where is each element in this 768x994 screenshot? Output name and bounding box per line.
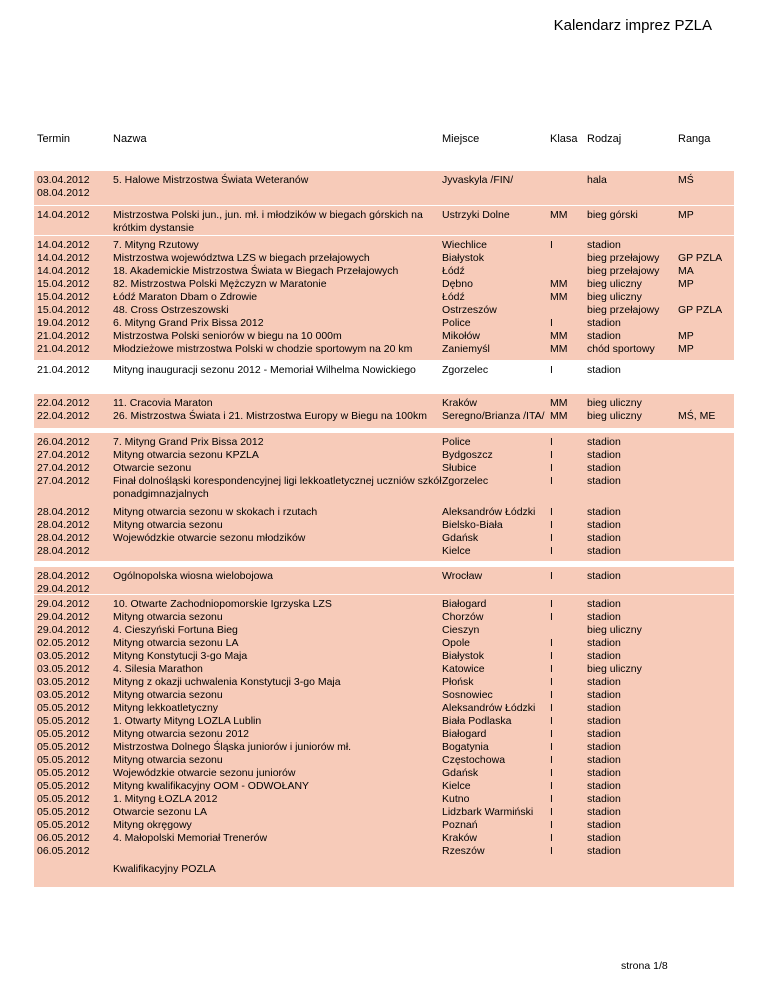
cell-class: I bbox=[550, 793, 553, 805]
cell-date: 22.04.2012 bbox=[37, 410, 90, 422]
cell-rank: MP bbox=[678, 278, 694, 290]
cell-class: MM bbox=[550, 397, 568, 409]
page-number: strona 1/8 bbox=[621, 960, 668, 972]
cell-place: Zgorzelec bbox=[442, 364, 489, 376]
table-row bbox=[34, 410, 734, 423]
cell-type: stadion bbox=[587, 364, 621, 376]
event-group bbox=[34, 236, 734, 360]
cell-type: stadion bbox=[587, 330, 621, 342]
cell-place: Aleksandrów Łódzki bbox=[442, 506, 536, 518]
cell-name: Finał dolnośląski korespondencyjnej ligi lekkoatletycznej uczniów szkół bbox=[113, 475, 442, 487]
cell-name: Mityng otwarcia sezonu bbox=[113, 754, 223, 766]
table-row bbox=[34, 611, 734, 624]
cell-name: 6. Mityng Grand Prix Bissa 2012 bbox=[113, 317, 264, 329]
cell-date: 05.05.2012 bbox=[37, 767, 90, 779]
cell-place: Katowice bbox=[442, 663, 485, 675]
cell-place: Aleksandrów Łódzki bbox=[442, 702, 536, 714]
cell-place: Białystok bbox=[442, 650, 485, 662]
cell-place: Kutno bbox=[442, 793, 470, 805]
cell-date: 05.05.2012 bbox=[37, 728, 90, 740]
cell-date: 05.05.2012 bbox=[37, 793, 90, 805]
cell-type: stadion bbox=[587, 570, 621, 582]
cell-rank: GP PZLA bbox=[678, 304, 723, 316]
cell-name: Mistrzostwa Polski jun., jun. mł. i młodzików w biegach górskich na bbox=[113, 209, 423, 221]
cell-place: Mikołów bbox=[442, 330, 480, 342]
table-row bbox=[34, 519, 734, 532]
cell-place: Gdańsk bbox=[442, 532, 479, 544]
cell-type: bieg przełajowy bbox=[587, 304, 660, 316]
cell-place: Seregno/Brianza /ITA/ bbox=[442, 410, 545, 422]
cell-name: Mityng Konstytucji 3-go Maja bbox=[113, 650, 248, 662]
cell-type: stadion bbox=[587, 741, 621, 753]
cell-date: 05.05.2012 bbox=[37, 754, 90, 766]
table-row bbox=[34, 174, 734, 187]
cell-date: 14.04.2012 bbox=[37, 239, 90, 251]
cell-date: 19.04.2012 bbox=[37, 317, 90, 329]
cell-type: stadion bbox=[587, 611, 621, 623]
cell-place: Bydgoszcz bbox=[442, 449, 493, 461]
cell-date: 05.05.2012 bbox=[37, 780, 90, 792]
event-group bbox=[34, 171, 734, 205]
cell-type: stadion bbox=[587, 545, 621, 557]
cell-place: Łódź bbox=[442, 291, 465, 303]
cell-place: Jyvaskyla /FIN/ bbox=[442, 174, 514, 186]
cell-place: Kraków bbox=[442, 832, 478, 844]
table-row bbox=[34, 715, 734, 728]
cell-date: 27.04.2012 bbox=[37, 449, 90, 461]
cell-name: 18. Akademickie Mistrzostwa Świata w Biegach Przełajowych bbox=[113, 265, 399, 277]
cell-type: stadion bbox=[587, 317, 621, 329]
table-row bbox=[34, 754, 734, 767]
cell-type: stadion bbox=[587, 449, 621, 461]
cell-name: Mityng kwalifikacyjny OOM - ODWOŁANY bbox=[113, 780, 310, 792]
table-row bbox=[34, 598, 734, 611]
cell-class: I bbox=[550, 545, 553, 557]
cell-type: stadion bbox=[587, 793, 621, 805]
cell-class: I bbox=[550, 519, 553, 531]
cell-place: Rzeszów bbox=[442, 845, 485, 857]
cell-place: Biała Podlaska bbox=[442, 715, 512, 727]
cell-class: I bbox=[550, 754, 553, 766]
cell-name: Mityng otwarcia sezonu LA bbox=[113, 637, 239, 649]
table-row bbox=[34, 728, 734, 741]
cell-class: I bbox=[550, 637, 553, 649]
cell-name: Mityng otwarcia sezonu bbox=[113, 519, 223, 531]
cell-type: stadion bbox=[587, 676, 621, 688]
header-termin: Termin bbox=[37, 133, 71, 145]
cell-type: stadion bbox=[587, 475, 621, 487]
cell-name: 1. Otwarty Mityng LOZLA Lublin bbox=[113, 715, 262, 727]
cell-name: Wojewódzkie otwarcie sezonu młodzików bbox=[113, 532, 306, 544]
table-row bbox=[34, 702, 734, 715]
header-rodzaj: Rodzaj bbox=[587, 133, 622, 145]
table-row bbox=[34, 845, 734, 858]
cell-name: 7. Mityng Rzutowy bbox=[113, 239, 199, 251]
cell-name: 5. Halowe Mistrzostwa Świata Weteranów bbox=[113, 174, 309, 186]
event-group bbox=[34, 503, 734, 561]
cell-name: 48. Cross Ostrzeszowski bbox=[113, 304, 229, 316]
cell-class: I bbox=[550, 806, 553, 818]
cell-type: stadion bbox=[587, 754, 621, 766]
cell-place: Częstochowa bbox=[442, 754, 506, 766]
cell-date: 05.05.2012 bbox=[37, 715, 90, 727]
table-row bbox=[34, 806, 734, 819]
table-row bbox=[34, 364, 734, 377]
cell-date: 02.05.2012 bbox=[37, 637, 90, 649]
table-row bbox=[34, 265, 734, 278]
cell-place: Ustrzyki Dolne bbox=[442, 209, 510, 221]
cell-class: I bbox=[550, 462, 553, 474]
cell-date: 03.04.2012 bbox=[37, 174, 90, 186]
cell-type: stadion bbox=[587, 532, 621, 544]
cell-class: I bbox=[550, 819, 553, 831]
cell-name: krótkim dystansie bbox=[113, 222, 195, 234]
cell-type: bieg uliczny bbox=[587, 397, 642, 409]
cell-class: I bbox=[550, 532, 553, 544]
cell-type: stadion bbox=[587, 806, 621, 818]
cell-date: 05.05.2012 bbox=[37, 741, 90, 753]
cell-date: 29.04.2012 bbox=[37, 624, 90, 636]
cell-type: bieg uliczny bbox=[587, 663, 642, 675]
cell-name: 1. Mityng ŁOZLA 2012 bbox=[113, 793, 218, 805]
cell-place: Wiechlice bbox=[442, 239, 487, 251]
table-row bbox=[34, 650, 734, 663]
cell-class: I bbox=[550, 506, 553, 518]
table-row bbox=[34, 663, 734, 676]
table-row bbox=[34, 741, 734, 754]
cell-date: 27.04.2012 bbox=[37, 462, 90, 474]
cell-class: I bbox=[550, 436, 553, 448]
cell-name: Kwalifikacyjny POZLA bbox=[113, 863, 216, 875]
cell-class: I bbox=[550, 650, 553, 662]
table-row bbox=[34, 304, 734, 317]
cell-date: 14.04.2012 bbox=[37, 209, 90, 221]
table-row bbox=[34, 767, 734, 780]
cell-name: Łódź Maraton Dbam o Zdrowie bbox=[113, 291, 258, 303]
cell-place: Opole bbox=[442, 637, 471, 649]
cell-rank: MP bbox=[678, 209, 694, 221]
cell-type: stadion bbox=[587, 780, 621, 792]
cell-rank: MŚ, ME bbox=[678, 410, 716, 422]
cell-name: 11. Cracovia Maraton bbox=[113, 397, 213, 409]
cell-type: stadion bbox=[587, 462, 621, 474]
table-row bbox=[34, 187, 734, 200]
table-row bbox=[34, 532, 734, 545]
cell-class: I bbox=[550, 611, 553, 623]
cell-date: 05.05.2012 bbox=[37, 702, 90, 714]
cell-name: 7. Mityng Grand Prix Bissa 2012 bbox=[113, 436, 264, 448]
cell-rank: MŚ bbox=[678, 174, 694, 186]
cell-date: 28.04.2012 bbox=[37, 519, 90, 531]
cell-type: bieg uliczny bbox=[587, 278, 642, 290]
table-row bbox=[34, 462, 734, 475]
cell-class: I bbox=[550, 475, 553, 487]
cell-place: Płońsk bbox=[442, 676, 474, 688]
cell-date: 28.04.2012 bbox=[37, 570, 90, 582]
cell-date: 14.04.2012 bbox=[37, 252, 90, 264]
table-row bbox=[34, 252, 734, 265]
cell-date: 14.04.2012 bbox=[37, 265, 90, 277]
cell-class: I bbox=[550, 767, 553, 779]
cell-place: Kraków bbox=[442, 397, 478, 409]
table-row bbox=[34, 317, 734, 330]
cell-type: bieg uliczny bbox=[587, 291, 642, 303]
cell-name: Mityng inauguracji sezonu 2012 - Memoriał Wilhelma Nowickiego bbox=[113, 364, 416, 376]
table-row bbox=[34, 449, 734, 462]
cell-name: Mityng z okazji uchwalenia Konstytucji 3-go Maja bbox=[113, 676, 341, 688]
cell-type: hala bbox=[587, 174, 607, 186]
cell-date: 06.05.2012 bbox=[37, 845, 90, 857]
event-group bbox=[34, 206, 734, 235]
table-row bbox=[34, 637, 734, 650]
cell-place: Cieszyn bbox=[442, 624, 480, 636]
cell-date: 03.05.2012 bbox=[37, 650, 90, 662]
table-row bbox=[34, 780, 734, 793]
cell-place: Kielce bbox=[442, 780, 471, 792]
cell-date: 28.04.2012 bbox=[37, 532, 90, 544]
cell-date: 28.04.2012 bbox=[37, 545, 90, 557]
table-row bbox=[34, 819, 734, 832]
cell-class: MM bbox=[550, 291, 568, 303]
table-row bbox=[34, 506, 734, 519]
cell-class: MM bbox=[550, 330, 568, 342]
cell-date: 21.04.2012 bbox=[37, 343, 90, 355]
cell-name: Młodzieżowe mistrzostwa Polski w chodzie sportowym na 20 km bbox=[113, 343, 413, 355]
cell-class: I bbox=[550, 570, 553, 582]
header-miejsce: Miejsce bbox=[442, 133, 480, 145]
cell-place: Białogard bbox=[442, 728, 487, 740]
cell-class: MM bbox=[550, 209, 568, 221]
header-ranga: Ranga bbox=[678, 133, 711, 145]
cell-date: 27.04.2012 bbox=[37, 475, 90, 487]
cell-date: 15.04.2012 bbox=[37, 304, 90, 316]
cell-class: MM bbox=[550, 343, 568, 355]
cell-name: 4. Małopolski Memoriał Trenerów bbox=[113, 832, 268, 844]
cell-name: 4. Silesia Marathon bbox=[113, 663, 203, 675]
cell-place: Police bbox=[442, 436, 471, 448]
cell-date: 08.04.2012 bbox=[37, 187, 90, 199]
cell-place: Zaniemyśl bbox=[442, 343, 490, 355]
cell-class: I bbox=[550, 702, 553, 714]
cell-place: Kielce bbox=[442, 545, 471, 557]
cell-class: I bbox=[550, 364, 553, 376]
table-row bbox=[34, 239, 734, 252]
event-group bbox=[34, 394, 734, 428]
cell-place: Słubice bbox=[442, 462, 477, 474]
cell-class: I bbox=[550, 449, 553, 461]
cell-date: 06.05.2012 bbox=[37, 832, 90, 844]
table-row bbox=[34, 397, 734, 410]
cell-name: Otwarcie sezonu LA bbox=[113, 806, 207, 818]
cell-class: I bbox=[550, 845, 553, 857]
cell-place: Bogatynia bbox=[442, 741, 489, 753]
cell-type: stadion bbox=[587, 506, 621, 518]
cell-name: Otwarcie sezonu bbox=[113, 462, 192, 474]
cell-type: stadion bbox=[587, 598, 621, 610]
table-row bbox=[34, 343, 734, 356]
table-row bbox=[34, 488, 734, 501]
cell-name: Mityng otwarcia sezonu bbox=[113, 689, 223, 701]
event-group bbox=[34, 567, 734, 594]
cell-date: 05.05.2012 bbox=[37, 819, 90, 831]
cell-type: bieg przełajowy bbox=[587, 252, 660, 264]
cell-name: 82. Mistrzostwa Polski Mężczyzn w Maratonie bbox=[113, 278, 327, 290]
table-row bbox=[34, 475, 734, 488]
cell-class: I bbox=[550, 663, 553, 675]
cell-place: Bielsko-Biała bbox=[442, 519, 503, 531]
header-nazwa: Nazwa bbox=[113, 133, 147, 145]
cell-rank: GP PZLA bbox=[678, 252, 723, 264]
table-row bbox=[34, 832, 734, 845]
cell-type: bieg górski bbox=[587, 209, 638, 221]
cell-name: Mityng otwarcia sezonu 2012 bbox=[113, 728, 249, 740]
cell-place: Białogard bbox=[442, 598, 487, 610]
cell-name: Mistrzostwa Polski seniorów w biegu na 10 000m bbox=[113, 330, 342, 342]
cell-place: Dębno bbox=[442, 278, 473, 290]
event-group bbox=[34, 433, 734, 503]
cell-type: stadion bbox=[587, 715, 621, 727]
cell-date: 03.05.2012 bbox=[37, 663, 90, 675]
event-group bbox=[34, 595, 734, 887]
cell-place: Sosnowiec bbox=[442, 689, 493, 701]
cell-type: stadion bbox=[587, 767, 621, 779]
cell-type: stadion bbox=[587, 819, 621, 831]
cell-place: Gdańsk bbox=[442, 767, 479, 779]
cell-name: Mityng otwarcia sezonu bbox=[113, 611, 223, 623]
cell-type: bieg uliczny bbox=[587, 624, 642, 636]
cell-type: stadion bbox=[587, 702, 621, 714]
table-row bbox=[34, 222, 734, 235]
table-row bbox=[34, 278, 734, 291]
cell-name: Mityng otwarcia sezonu KPZLA bbox=[113, 449, 259, 461]
table-row bbox=[34, 676, 734, 689]
cell-type: bieg uliczny bbox=[587, 410, 642, 422]
cell-class: I bbox=[550, 689, 553, 701]
cell-name: 4. Cieszyński Fortuna Bieg bbox=[113, 624, 238, 636]
cell-type: stadion bbox=[587, 239, 621, 251]
cell-class: I bbox=[550, 317, 553, 329]
cell-type: stadion bbox=[587, 832, 621, 844]
cell-name: Mistrzostwa województwa LZS w biegach przełajowych bbox=[113, 252, 370, 264]
cell-name: Ogólnopolska wiosna wielobojowa bbox=[113, 570, 273, 582]
cell-place: Chorzów bbox=[442, 611, 484, 623]
table-row bbox=[34, 545, 734, 558]
page-title: Kalendarz imprez PZLA bbox=[553, 17, 712, 34]
cell-place: Police bbox=[442, 317, 471, 329]
cell-place: Zgorzelec bbox=[442, 475, 489, 487]
cell-place: Ostrzeszów bbox=[442, 304, 497, 316]
cell-name: Mistrzostwa Dolnego Śląska juniorów i juniorów mł. bbox=[113, 741, 352, 753]
cell-class: I bbox=[550, 239, 553, 251]
cell-type: stadion bbox=[587, 650, 621, 662]
cell-class: I bbox=[550, 598, 553, 610]
cell-date: 05.05.2012 bbox=[37, 806, 90, 818]
cell-name: Mityng okręgowy bbox=[113, 819, 192, 831]
cell-name: Wojewódzkie otwarcie sezonu juniorów bbox=[113, 767, 296, 779]
cell-type: stadion bbox=[587, 519, 621, 531]
cell-place: Poznań bbox=[442, 819, 478, 831]
cell-class: I bbox=[550, 741, 553, 753]
table-row bbox=[34, 570, 734, 583]
cell-date: 29.04.2012 bbox=[37, 598, 90, 610]
cell-place: Lidzbark Warmiński bbox=[442, 806, 534, 818]
event-group bbox=[34, 361, 734, 393]
table-row bbox=[34, 209, 734, 222]
cell-rank: MP bbox=[678, 343, 694, 355]
cell-name: Mityng otwarcia sezonu w skokach i rzutach bbox=[113, 506, 318, 518]
cell-date: 21.04.2012 bbox=[37, 330, 90, 342]
cell-type: stadion bbox=[587, 436, 621, 448]
cell-place: Łódź bbox=[442, 265, 465, 277]
table-row bbox=[34, 330, 734, 343]
cell-date: 03.05.2012 bbox=[37, 689, 90, 701]
cell-type: stadion bbox=[587, 637, 621, 649]
cell-name: ponadgimnazjalnych bbox=[113, 488, 209, 500]
cell-date: 15.04.2012 bbox=[37, 278, 90, 290]
cell-name: 10. Otwarte Zachodniopomorskie Igrzyska LZS bbox=[113, 598, 332, 610]
cell-type: bieg przełajowy bbox=[587, 265, 660, 277]
cell-type: stadion bbox=[587, 728, 621, 740]
table-row bbox=[34, 436, 734, 449]
cell-class: I bbox=[550, 832, 553, 844]
cell-class: I bbox=[550, 780, 553, 792]
table-row bbox=[34, 291, 734, 304]
table-row bbox=[34, 863, 734, 876]
cell-type: stadion bbox=[587, 689, 621, 701]
cell-date: 29.04.2012 bbox=[37, 611, 90, 623]
cell-rank: MP bbox=[678, 330, 694, 342]
cell-class: I bbox=[550, 715, 553, 727]
cell-date: 28.04.2012 bbox=[37, 506, 90, 518]
cell-date: 29.04.2012 bbox=[37, 583, 90, 595]
cell-class: MM bbox=[550, 278, 568, 290]
cell-class: I bbox=[550, 728, 553, 740]
cell-date: 26.04.2012 bbox=[37, 436, 90, 448]
header-klasa: Klasa bbox=[550, 133, 578, 145]
cell-rank: MA bbox=[678, 265, 694, 277]
table-row bbox=[34, 689, 734, 702]
cell-date: 22.04.2012 bbox=[37, 397, 90, 409]
cell-name: 26. Mistrzostwa Świata i 21. Mistrzostwa Europy w Biegu na 100km bbox=[113, 410, 427, 422]
cell-place: Wrocław bbox=[442, 570, 483, 582]
table-row bbox=[34, 793, 734, 806]
table-row bbox=[34, 624, 734, 637]
cell-class: MM bbox=[550, 410, 568, 422]
cell-date: 15.04.2012 bbox=[37, 291, 90, 303]
cell-class: I bbox=[550, 676, 553, 688]
cell-name: Mityng lekkoatletyczny bbox=[113, 702, 219, 714]
cell-date: 21.04.2012 bbox=[37, 364, 90, 376]
cell-type: stadion bbox=[587, 845, 621, 857]
cell-type: chód sportowy bbox=[587, 343, 655, 355]
cell-date: 03.05.2012 bbox=[37, 676, 90, 688]
cell-place: Białystok bbox=[442, 252, 485, 264]
